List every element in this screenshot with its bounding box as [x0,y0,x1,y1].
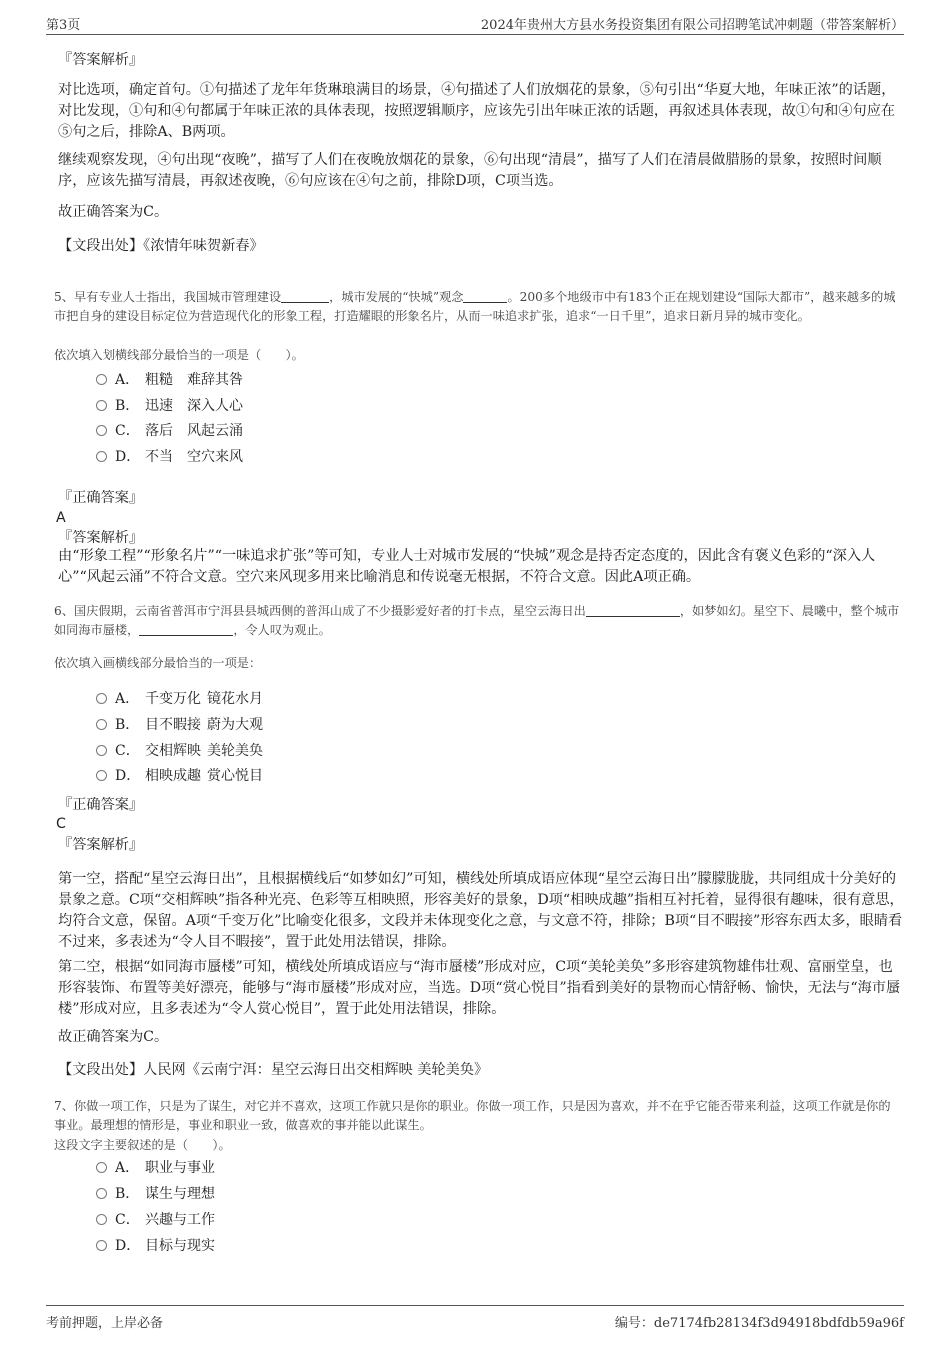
radio-icon[interactable] [96,374,107,385]
page-footer [46,1305,904,1330]
radio-icon[interactable] [96,719,107,730]
q6-source: 【文段出处】人民网《云南宁洱：星空云海日出交相辉映 美轮美奂》 [58,1062,489,1078]
q6-analysis-label: 『答案解析』 [58,837,144,853]
q5-blank-1 [281,290,329,303]
q5-stem [54,288,902,326]
q4-analysis-para1: 对比选项，确定首句。①句描述了龙年年货琳琅满目的场景，④句描述了人们放烟花的景象，⑤句引出“华夏大地，年味正浓”的话题，对比发现，①句和④句都属于年味正浓的具体表现，按照逻辑顺序，应该先引出年味正浓的话题，再叙述具体表现，故①句和④句应在⑤句之后，排除A、B两项。 [58,82,896,140]
q4-analysis-label: 『答案解析』 [58,52,144,68]
q6-option-c[interactable]: C． 交相辉映 美轮美奂 [96,741,263,761]
q7-option-a[interactable]: A． 职业与事业 [96,1158,215,1178]
q5-analysis-label: 『答案解析』 [58,530,144,546]
q6-stem-part3: ，令人叹为观止。 [233,623,331,637]
q7-prompt: 这段文字主要叙述的是（ ）。 [54,1138,231,1152]
q5-stem-part1: 5、早有专业人士指出，我国城市管理建设 [54,290,282,304]
radio-icon[interactable] [96,425,107,436]
radio-icon[interactable] [96,770,107,781]
q4-analysis-para2: 继续观察发现，④句出现“夜晚”，描写了人们在夜晚放烟花的景象，⑥句出现“清晨”，描写了人们在清晨做腊肠的景象，按照时间顺序，应该先描写清晨，再叙述夜晚，⑥句应该在④句之前，排除D项，C项当选。 [58,152,882,189]
footer-slogan: 考前押题，上岸必备 [46,1316,164,1331]
q5-prompt: 依次填入划横线部分最恰当的一项是（ ）。 [54,348,304,362]
q6-conclusion: 故正确答案为C。 [58,1029,169,1045]
q6-blank-2 [139,623,233,636]
document-title: 2024年贵州大方县水务投资集团有限公司招聘笔试冲刺题（带答案解析） [480,18,904,33]
q6-blank-1 [586,604,680,617]
radio-icon[interactable] [96,451,107,462]
q6-stem-part2: ，如梦如幻。星空下、晨曦中，整个城市如同海市蜃楼， [54,604,900,637]
q6-correct-label: 『正确答案』 [58,797,144,813]
page-header [46,12,904,35]
q6-stem [54,602,902,640]
radio-icon[interactable] [96,1240,107,1251]
q4-conclusion: 故正确答案为C。 [58,204,169,220]
q6-answer: C [56,816,66,832]
q7-option-d[interactable]: D． 目标与现实 [96,1236,215,1256]
q5-answer: A [56,510,66,526]
q6-option-d[interactable]: D． 相映成趣 赏心悦目 [96,766,263,786]
q6-prompt: 依次填入画横线部分最恰当的一项是： [54,656,262,670]
q5-option-b[interactable]: B． 迅速 深入人心 [96,396,243,416]
q5-option-c[interactable]: C． 落后 风起云涌 [96,421,243,441]
radio-icon[interactable] [96,693,107,704]
radio-icon[interactable] [96,745,107,756]
q7-stem: 7、你做一项工作，只是为了谋生，对它并不喜欢，这项工作就只是你的职业。你做一项工作，只是因为喜欢，并不在乎它能否带来利益，这项工作就是你的事业。最理想的情形是，事业和职业一致，做喜欢的事并能以此谋生。 [54,1099,891,1132]
q5-stem-part3: 。200多个地级市中有183个正在规划建设“国际大都市”，越来越多的城市把自身的建设目标定位为营造现代化的形象工程，打造耀眼的形象名片，从而一味追求扩张，追求“一日千里”，追求日新月异的城市变化。 [54,290,896,323]
radio-icon[interactable] [96,1162,107,1173]
q7-option-b[interactable]: B． 谋生与理想 [96,1184,215,1204]
q4-source: 【文段出处】《浓情年味贺新春》 [58,238,264,254]
q5-analysis: 由“形象工程”“形象名片”“一味追求扩张”等可知，专业人士对城市发展的“快城”观念是持否定态度的，因此含有褒义色彩的“深入人心”“风起云涌”不符合文意。空穴来风现多用来比喻消息和传说毫无根据，不符合文意。因此A项正确。 [58,548,876,585]
q6-stem-part1: 6、国庆假期，云南省普洱市宁洱县县城西侧的普洱山成了不少摄影爱好者的打卡点，星空云海日出 [54,604,586,618]
q5-stem-part2: ，城市发展的“快城”观念 [329,290,464,304]
footer-serial: 编号：de7174fb28134f3d94918bdfdb59a96f [614,1316,904,1331]
page-number: 第3页 [46,18,81,33]
q6-analysis-para2: 第二空，根据“如同海市蜃楼”可知，横线处所填成语应与“海市蜃楼”形成对应，C项“美轮美奂”多形容建筑物雄伟壮观、富丽堂皇，也形容装饰、布置等美好漂亮，能够与“海市蜃楼”形成对应，当选。D项“赏心悦目”指看到美好的景物而心情舒畅、愉快，无法与“海市蜃楼”形成对应，且多表述为“令人赏心悦目”，置于此处用法错误，排除。 [58,959,901,1017]
q7-option-c[interactable]: C． 兴趣与工作 [96,1210,215,1230]
q6-option-b[interactable]: B． 目不暇接 蔚为大观 [96,715,263,735]
q6-analysis-para1: 第一空，搭配“星空云海日出”，且根据横线后“如梦如幻”可知，横线处所填成语应体现“星空云海日出”朦朦胧胧，共同组成十分美好的景象之意。C项“交相辉映”指各种光亮、色彩等互相映照，形容美好的景象，D项“相映成趣”指相互衬托着，显得很有趣味，很有意思，均符合文意，保留。A项“千变万化”比喻变化很多，文段并未体现变化之意，与文意不符，排除；B项“目不暇接”形容东西太多，眼睛看不过来，多表述为“令人目不暇接”，置于此处用法错误，排除。 [58,871,904,950]
q5-option-a[interactable]: A． 粗糙 难辞其咎 [96,370,243,390]
q5-blank-2 [463,290,507,303]
radio-icon[interactable] [96,1214,107,1225]
q5-option-d[interactable]: D． 不当 空穴来风 [96,447,243,467]
radio-icon[interactable] [96,1188,107,1199]
q5-correct-label: 『正确答案』 [58,490,144,506]
q6-option-a[interactable]: A． 千变万化 镜花水月 [96,689,263,709]
radio-icon[interactable] [96,400,107,411]
